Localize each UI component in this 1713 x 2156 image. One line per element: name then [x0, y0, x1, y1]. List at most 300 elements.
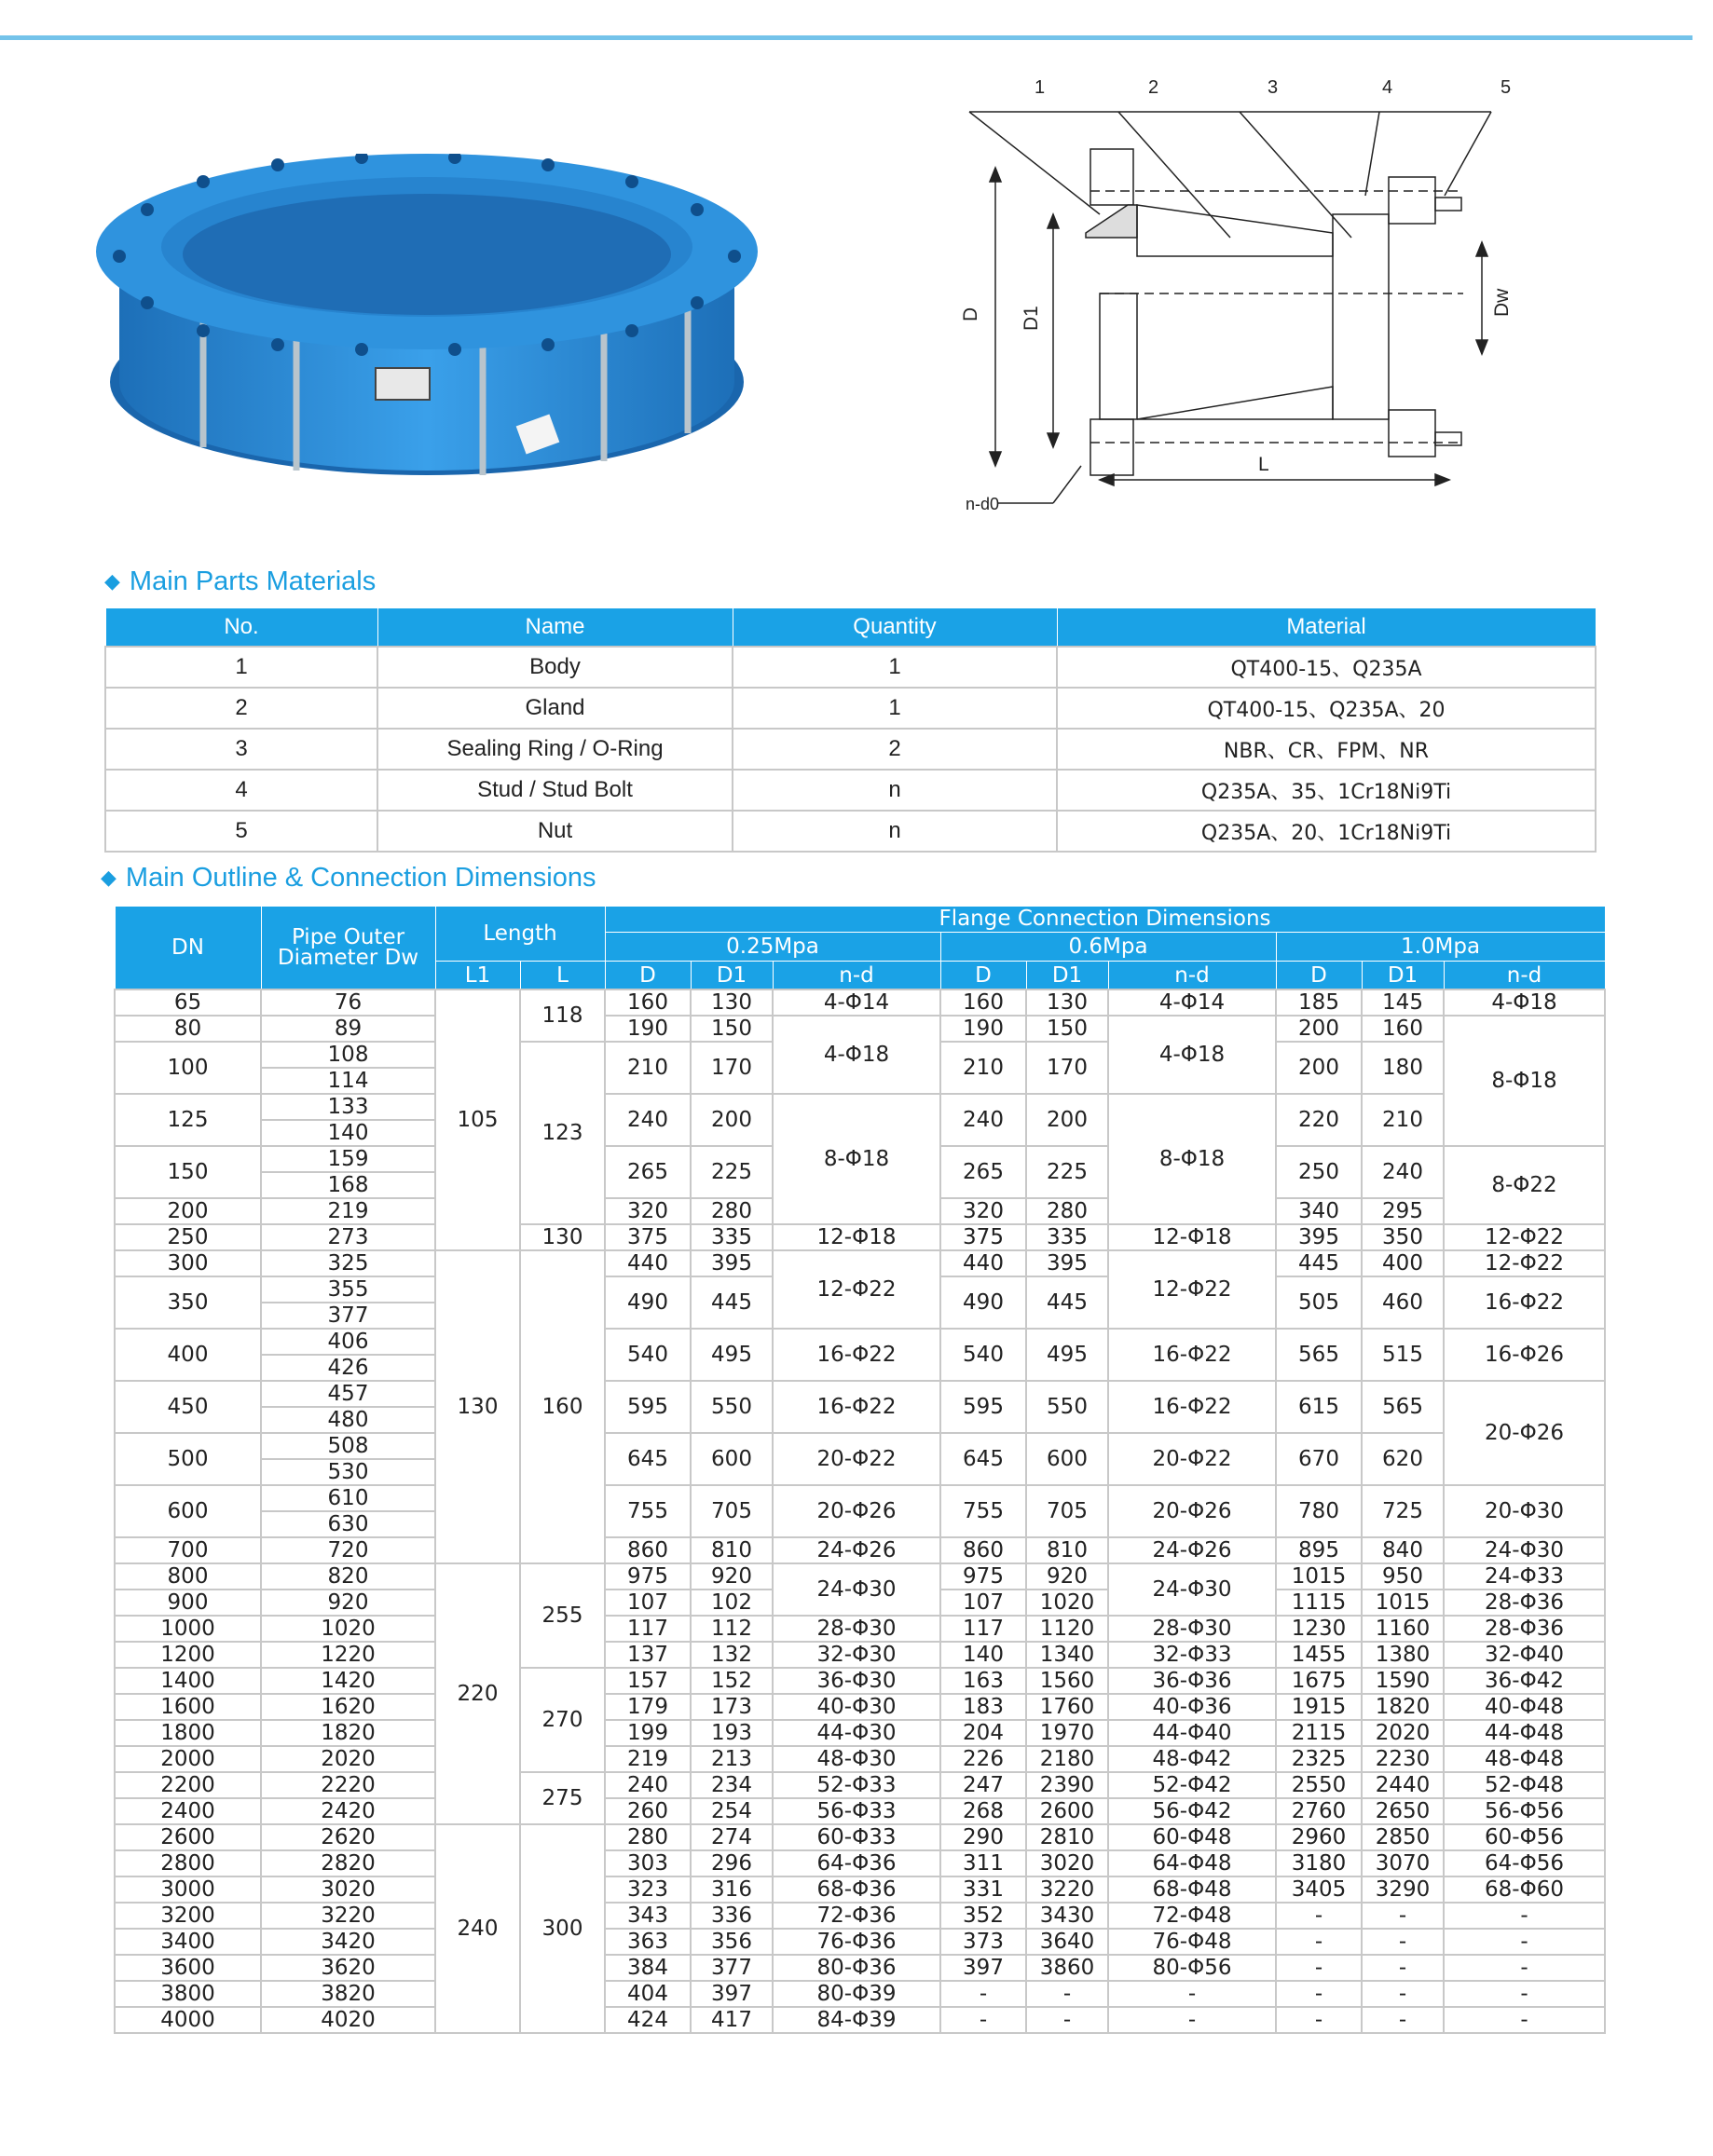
table-cell: 68-Φ36	[773, 1876, 940, 1903]
table-cell: 76-Φ48	[1108, 1929, 1276, 1955]
table-cell: -	[1276, 1929, 1362, 1955]
dimensions-table	[114, 906, 1606, 2034]
table-cell: 44-Φ48	[1444, 1720, 1605, 1746]
header-dn: DN	[115, 907, 261, 990]
table-cell: 1420	[261, 1668, 435, 1694]
table-cell: 150	[1026, 1016, 1108, 1042]
table-cell: -	[1276, 1981, 1362, 2007]
table-cell: 200	[1276, 1016, 1362, 1042]
table-cell: 12-Φ22	[1108, 1250, 1276, 1329]
table-row	[115, 1850, 1605, 1876]
table-cell: 48-Φ48	[1444, 1746, 1605, 1772]
table-cell: 32-Φ30	[773, 1642, 940, 1668]
cross-section-diagram	[941, 65, 1519, 531]
part-name: Gland	[377, 688, 733, 729]
table-cell: 480	[261, 1407, 435, 1433]
table-cell: 130	[691, 989, 773, 1016]
header-no: No.	[105, 608, 377, 648]
part-quantity: n	[733, 811, 1057, 852]
part-no: 5	[105, 811, 377, 852]
table-cell: 445	[1026, 1276, 1108, 1329]
table-cell: 1620	[261, 1694, 435, 1720]
table-cell: 397	[940, 1955, 1026, 1981]
table-cell: 190	[605, 1016, 691, 1042]
table-cell: 311	[940, 1850, 1026, 1876]
table-cell: 117	[605, 1616, 691, 1642]
table-cell: 64-Φ56	[1444, 1850, 1605, 1876]
table-cell: 32-Φ40	[1444, 1642, 1605, 1668]
header-nd-10: n-d	[1444, 962, 1605, 989]
table-cell: 48-Φ30	[773, 1746, 940, 1772]
table-cell: 2400	[115, 1798, 261, 1824]
table-row	[115, 1772, 1605, 1798]
table-cell: 145	[1362, 989, 1444, 1016]
diamond-bullet-icon: ◆	[104, 569, 120, 593]
table-cell: 179	[605, 1694, 691, 1720]
table-cell: 645	[940, 1433, 1026, 1485]
table-cell: 895	[1276, 1537, 1362, 1563]
table-cell: 36-Φ30	[773, 1668, 940, 1694]
table-cell: 3620	[261, 1955, 435, 1981]
table-cell: 1675	[1276, 1668, 1362, 1694]
table-cell: 102	[691, 1590, 773, 1616]
table-cell: 123	[520, 1042, 605, 1224]
table-cell: 1455	[1276, 1642, 1362, 1668]
table-cell: 1380	[1362, 1642, 1444, 1668]
table-cell: 12-Φ18	[773, 1224, 940, 1250]
header-p025: 0.25Mpa	[605, 932, 940, 962]
table-cell: 530	[261, 1459, 435, 1485]
table-cell: 2810	[1026, 1824, 1108, 1850]
table-cell: 117	[940, 1616, 1026, 1642]
table-cell: 630	[261, 1511, 435, 1537]
table-row	[115, 1720, 1605, 1746]
table-row	[115, 1485, 1605, 1511]
table-cell: 12-Φ18	[1108, 1224, 1276, 1250]
table-cell: 107	[940, 1590, 1026, 1616]
parts-materials-table	[104, 607, 1597, 853]
table-cell: 3640	[1026, 1929, 1108, 1955]
table-cell: 3070	[1362, 1850, 1444, 1876]
table-cell: 137	[605, 1642, 691, 1668]
table-cell: 80	[115, 1016, 261, 1042]
table-cell: 247	[940, 1772, 1026, 1798]
table-cell: 3220	[261, 1903, 435, 1929]
table-cell: 60-Φ33	[773, 1824, 940, 1850]
table-cell: -	[1362, 1955, 1444, 1981]
table-cell: 1340	[1026, 1642, 1108, 1668]
table-cell: 20-Φ26	[773, 1485, 940, 1537]
table-cell: 160	[1362, 1016, 1444, 1042]
parts-section-title	[104, 566, 376, 597]
table-cell: 24-Φ33	[1444, 1563, 1605, 1590]
table-cell: 68-Φ60	[1444, 1876, 1605, 1903]
table-cell: 100	[115, 1042, 261, 1094]
table-cell: 810	[691, 1537, 773, 1563]
table-cell: 4-Φ18	[773, 1016, 940, 1094]
table-cell: 725	[1362, 1485, 1444, 1537]
table-cell: 3600	[115, 1955, 261, 1981]
table-cell: 610	[261, 1485, 435, 1511]
table-cell: 705	[691, 1485, 773, 1537]
table-cell: 1800	[115, 1720, 261, 1746]
table-cell: 1120	[1026, 1616, 1108, 1642]
table-cell: 1020	[261, 1616, 435, 1642]
table-cell: 335	[691, 1224, 773, 1250]
table-cell: -	[1444, 1929, 1605, 1955]
table-row	[115, 1094, 1605, 1120]
table-cell: 225	[1026, 1146, 1108, 1198]
table-cell: 72-Φ36	[773, 1903, 940, 1929]
table-cell: 36-Φ36	[1108, 1668, 1276, 1694]
table-cell: 48-Φ42	[1108, 1746, 1276, 1772]
table-cell: 36-Φ42	[1444, 1668, 1605, 1694]
table-cell: 595	[605, 1381, 691, 1433]
table-cell: 200	[115, 1198, 261, 1224]
table-cell: 2620	[261, 1824, 435, 1850]
table-cell: 1820	[1362, 1694, 1444, 1720]
part-material: NBR、CR、FPM、NR	[1057, 729, 1596, 770]
table-cell: 3430	[1026, 1903, 1108, 1929]
table-cell: 1160	[1362, 1616, 1444, 1642]
table-cell: 270	[520, 1668, 605, 1772]
table-cell: 226	[940, 1746, 1026, 1772]
parts-title-text: Main Parts Materials	[129, 566, 377, 596]
header-L1: L1	[435, 962, 520, 989]
header-D1-10: D1	[1362, 962, 1444, 989]
table-cell: 80-Φ39	[773, 1981, 940, 2007]
table-cell: 460	[1362, 1276, 1444, 1329]
table-row	[115, 1616, 1605, 1642]
header-nd-06: n-d	[1108, 962, 1276, 989]
table-cell: 3860	[1026, 1955, 1108, 1981]
header-nd-025: n-d	[773, 962, 940, 989]
table-cell: 417	[691, 2007, 773, 2033]
table-cell: 44-Φ30	[773, 1720, 940, 1746]
table-cell: 375	[940, 1224, 1026, 1250]
table-cell: 335	[1026, 1224, 1108, 1250]
table-cell: 60-Φ48	[1108, 1824, 1276, 1850]
table-cell: 810	[1026, 1537, 1108, 1563]
table-cell: 4000	[115, 2007, 261, 2033]
table-cell: -	[940, 2007, 1026, 2033]
table-cell: 316	[691, 1876, 773, 1903]
table-row	[115, 1955, 1605, 1981]
table-cell: 352	[940, 1903, 1026, 1929]
table-cell: 615	[1276, 1381, 1362, 1433]
table-row	[115, 1563, 1605, 1590]
table-cell: -	[1108, 1981, 1276, 2007]
table-cell: 384	[605, 1955, 691, 1981]
table-cell: 2440	[1362, 1772, 1444, 1798]
table-cell: 265	[940, 1146, 1026, 1198]
table-cell: 40-Φ30	[773, 1694, 940, 1720]
table-cell: 4-Φ14	[1108, 989, 1276, 1016]
table-cell: 975	[940, 1563, 1026, 1590]
table-cell: 28-Φ36	[1444, 1616, 1605, 1642]
header-name: Name	[377, 608, 733, 648]
table-cell: 8-Φ22	[1444, 1146, 1605, 1224]
table-cell: 16-Φ22	[773, 1329, 940, 1381]
label-D1: D1	[1021, 306, 1042, 331]
table-cell: 114	[261, 1068, 435, 1094]
table-row	[115, 1224, 1605, 1250]
table-cell: 20-Φ30	[1444, 1485, 1605, 1537]
table-row	[105, 811, 1596, 852]
table-cell: 490	[605, 1276, 691, 1329]
header-length: Length	[435, 907, 605, 962]
table-cell: -	[1276, 2007, 1362, 2033]
table-cell: 550	[691, 1381, 773, 1433]
table-cell: 56-Φ56	[1444, 1798, 1605, 1824]
table-cell: 268	[940, 1798, 1026, 1824]
table-cell: 64-Φ48	[1108, 1850, 1276, 1876]
table-cell: 1760	[1026, 1694, 1108, 1720]
table-cell: 132	[691, 1642, 773, 1668]
part-no: 2	[105, 688, 377, 729]
header-p10: 1.0Mpa	[1276, 932, 1605, 962]
table-cell: 210	[1362, 1094, 1444, 1146]
table-cell: 2960	[1276, 1824, 1362, 1850]
table-cell: 2600	[115, 1824, 261, 1850]
table-cell: 426	[261, 1355, 435, 1381]
table-cell: 150	[115, 1146, 261, 1198]
table-cell: 20-Φ26	[1444, 1381, 1605, 1485]
table-cell: 170	[691, 1042, 773, 1094]
table-cell: 20-Φ22	[773, 1433, 940, 1485]
table-cell: 210	[940, 1042, 1026, 1094]
table-cell: 440	[940, 1250, 1026, 1276]
table-cell: 76-Φ36	[773, 1929, 940, 1955]
table-cell: 200	[1026, 1094, 1108, 1146]
table-cell: 105	[435, 989, 520, 1250]
table-cell: 190	[940, 1016, 1026, 1042]
table-row	[115, 1903, 1605, 1929]
header-pipe-diameter: Pipe Outer Diameter Dw	[261, 907, 435, 990]
table-cell: 265	[605, 1146, 691, 1198]
table-cell: 80-Φ36	[773, 1955, 940, 1981]
table-cell: 273	[261, 1224, 435, 1250]
table-cell: 240	[605, 1772, 691, 1798]
table-cell: 500	[115, 1433, 261, 1485]
table-cell: 565	[1276, 1329, 1362, 1381]
part-quantity: 1	[733, 647, 1057, 688]
table-cell: 20-Φ26	[1108, 1485, 1276, 1537]
table-cell: 2115	[1276, 1720, 1362, 1746]
table-cell: 40-Φ36	[1108, 1694, 1276, 1720]
table-cell: 133	[261, 1094, 435, 1120]
table-cell: 234	[691, 1772, 773, 1798]
table-cell: 600	[115, 1485, 261, 1537]
table-cell: 240	[435, 1824, 520, 2033]
table-cell: 320	[940, 1198, 1026, 1224]
table-cell: 450	[115, 1381, 261, 1433]
table-row	[115, 1381, 1605, 1407]
table-cell: 375	[605, 1224, 691, 1250]
table-cell: 24-Φ30	[1444, 1537, 1605, 1563]
part-material: Q235A、20、1Cr18Ni9Ti	[1057, 811, 1596, 852]
table-cell: 168	[261, 1172, 435, 1198]
table-cell: 720	[261, 1537, 435, 1563]
table-row	[115, 2007, 1605, 2033]
table-cell: 199	[605, 1720, 691, 1746]
table-cell: 490	[940, 1276, 1026, 1329]
table-cell: 225	[691, 1146, 773, 1198]
table-cell: 860	[605, 1537, 691, 1563]
part-name: Sealing Ring / O-Ring	[377, 729, 733, 770]
table-cell: 424	[605, 2007, 691, 2033]
table-cell: 16-Φ26	[1444, 1329, 1605, 1381]
table-cell: 600	[1026, 1433, 1108, 1485]
table-cell: 2200	[115, 1772, 261, 1798]
header-p06: 0.6Mpa	[940, 932, 1276, 962]
table-cell: 2550	[1276, 1772, 1362, 1798]
table-cell: -	[940, 1981, 1026, 2007]
table-cell: 373	[940, 1929, 1026, 1955]
table-row	[115, 1250, 1605, 1276]
table-cell: 406	[261, 1329, 435, 1355]
table-cell: 193	[691, 1720, 773, 1746]
table-cell: 152	[691, 1668, 773, 1694]
table-cell: 159	[261, 1146, 435, 1172]
table-cell: 240	[940, 1094, 1026, 1146]
callout-4: 4	[1382, 77, 1393, 98]
table-cell: 1600	[115, 1694, 261, 1720]
table-cell: 975	[605, 1563, 691, 1590]
table-row	[115, 1746, 1605, 1772]
table-cell: 323	[605, 1876, 691, 1903]
table-cell: 325	[261, 1250, 435, 1276]
table-cell: 860	[940, 1537, 1026, 1563]
table-row	[105, 647, 1596, 688]
table-cell: 4-Φ14	[773, 989, 940, 1016]
header-D-10: D	[1276, 962, 1362, 989]
table-cell: 280	[1026, 1198, 1108, 1224]
table-row	[115, 1329, 1605, 1355]
table-row	[115, 1016, 1605, 1042]
label-Dw: Dw	[1491, 288, 1513, 317]
table-cell: 1200	[115, 1642, 261, 1668]
table-cell: 445	[1276, 1250, 1362, 1276]
top-rule	[0, 35, 1692, 40]
table-cell: 3000	[115, 1876, 261, 1903]
table-cell: 1915	[1276, 1694, 1362, 1720]
table-cell: 240	[605, 1094, 691, 1146]
table-cell: 1970	[1026, 1720, 1108, 1746]
table-cell: 320	[605, 1198, 691, 1224]
table-row	[115, 1876, 1605, 1903]
table-cell: 377	[691, 1955, 773, 1981]
table-cell: 52-Φ42	[1108, 1772, 1276, 1798]
dims-title-text: Main Outline & Connection Dimensions	[125, 863, 596, 893]
table-cell: -	[1108, 2007, 1276, 2033]
table-cell: 800	[115, 1563, 261, 1590]
table-cell: 3220	[1026, 1876, 1108, 1903]
table-cell: 400	[115, 1329, 261, 1381]
part-no: 4	[105, 770, 377, 811]
table-cell: 2820	[261, 1850, 435, 1876]
table-cell: -	[1444, 2007, 1605, 2033]
callout-5: 5	[1501, 77, 1512, 98]
table-cell: 363	[605, 1929, 691, 1955]
table-row	[115, 989, 1605, 1016]
table-cell: 163	[940, 1668, 1026, 1694]
table-cell: 4020	[261, 2007, 435, 2033]
table-cell: 3180	[1276, 1850, 1362, 1876]
table-row	[115, 1642, 1605, 1668]
table-cell: 343	[605, 1903, 691, 1929]
table-cell: 200	[691, 1094, 773, 1146]
table-cell: 3820	[261, 1981, 435, 2007]
table-cell: 72-Φ48	[1108, 1903, 1276, 1929]
table-cell: 24-Φ26	[773, 1537, 940, 1563]
table-cell: 445	[691, 1276, 773, 1329]
header-D1-025: D1	[691, 962, 773, 989]
part-material: QT400-15、Q235A	[1057, 647, 1596, 688]
table-cell: 4-Φ18	[1444, 989, 1605, 1016]
header-D-06: D	[940, 962, 1026, 989]
header-D-025: D	[605, 962, 691, 989]
table-cell: 160	[940, 989, 1026, 1016]
table-cell: 219	[261, 1198, 435, 1224]
table-cell: 250	[1276, 1146, 1362, 1198]
part-name: Body	[377, 647, 733, 688]
table-cell: 2230	[1362, 1746, 1444, 1772]
table-cell: 920	[261, 1590, 435, 1616]
table-cell: 2600	[1026, 1798, 1108, 1824]
table-cell: 705	[1026, 1485, 1108, 1537]
table-cell: 125	[115, 1094, 261, 1146]
table-row	[115, 1668, 1605, 1694]
table-cell: 2760	[1276, 1798, 1362, 1824]
table-cell: 3420	[261, 1929, 435, 1955]
table-cell: 355	[261, 1276, 435, 1303]
table-row	[115, 1981, 1605, 2007]
table-cell: 1115	[1276, 1590, 1362, 1616]
table-cell: 108	[261, 1042, 435, 1068]
table-cell: 400	[1362, 1250, 1444, 1276]
part-no: 1	[105, 647, 377, 688]
table-cell: 170	[1026, 1042, 1108, 1094]
table-cell: 44-Φ40	[1108, 1720, 1276, 1746]
table-cell: 16-Φ22	[1108, 1329, 1276, 1381]
table-cell: 350	[115, 1276, 261, 1329]
table-row	[115, 1433, 1605, 1459]
table-cell: 8-Φ18	[1444, 1016, 1605, 1146]
table-row	[115, 1537, 1605, 1563]
table-cell: 84-Φ39	[773, 2007, 940, 2033]
table-cell: 540	[605, 1329, 691, 1381]
table-cell: 508	[261, 1433, 435, 1459]
table-cell: 60-Φ56	[1444, 1824, 1605, 1850]
table-cell: 28-Φ36	[1444, 1590, 1605, 1616]
table-cell: 130	[435, 1250, 520, 1563]
table-cell: 16-Φ22	[1444, 1276, 1605, 1329]
header-flange: Flange Connection Dimensions	[605, 907, 1605, 933]
table-cell: 505	[1276, 1276, 1362, 1329]
table-cell: 2650	[1362, 1798, 1444, 1824]
table-cell: 404	[605, 1981, 691, 2007]
table-cell: 76	[261, 989, 435, 1016]
table-cell: 24-Φ26	[1108, 1537, 1276, 1563]
table-cell: 16-Φ22	[773, 1381, 940, 1433]
table-cell: 670	[1276, 1433, 1362, 1485]
table-cell: 395	[1026, 1250, 1108, 1276]
parts-header-row	[105, 608, 1596, 648]
part-quantity: n	[733, 770, 1057, 811]
table-cell: 2020	[1362, 1720, 1444, 1746]
table-cell: 1400	[115, 1668, 261, 1694]
